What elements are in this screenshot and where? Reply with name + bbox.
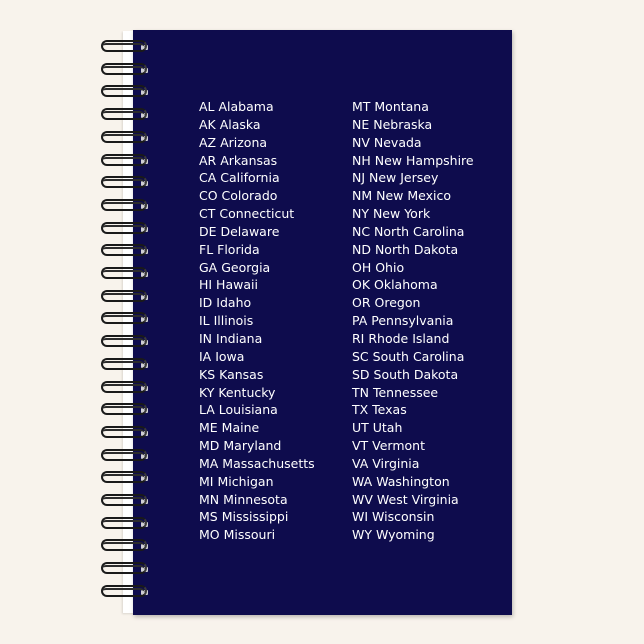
state-entry: OH Ohio [352, 259, 405, 275]
state-entry: OK Oklahoma [352, 277, 438, 293]
state-entry: MN Minnesota [199, 491, 288, 507]
spiral-coil [101, 63, 151, 78]
state-entry: NY New York [352, 206, 431, 222]
state-entry: AR Arkansas [199, 152, 278, 168]
spiral-coil [101, 176, 151, 191]
spiral-coil [101, 199, 151, 214]
state-entry: IN Indiana [199, 330, 263, 346]
state-entry: CA California [199, 170, 280, 186]
state-entry: MA Massachusetts [199, 455, 315, 471]
state-entry: ND North Dakota [352, 241, 459, 257]
state-entry: NV Nevada [352, 134, 422, 150]
spiral-coil [101, 40, 151, 55]
spiral-coil [101, 426, 151, 441]
state-entry: TN Tennessee [352, 384, 439, 400]
state-list-left [199, 98, 315, 544]
state-entry: NH New Hampshire [352, 152, 474, 168]
state-entry: MS Mississippi [199, 509, 289, 525]
spiral-coil [101, 403, 151, 418]
state-entry: OR Oregon [352, 295, 421, 311]
state-entry: ME Maine [199, 420, 260, 436]
state-entry: RI Rhode Island [352, 330, 450, 346]
spiral-coil [101, 154, 151, 169]
state-entry: ID Idaho [199, 295, 252, 311]
state-entry: TX Texas [352, 402, 407, 418]
state-entry: WY Wyoming [352, 527, 435, 543]
state-entry: DE Delaware [199, 223, 280, 239]
state-entry: HI Hawaii [199, 277, 258, 293]
spiral-coil [101, 494, 151, 509]
state-entry: AL Alabama [199, 99, 274, 114]
spiral-coil [101, 585, 151, 600]
spiral-coil [101, 471, 151, 486]
state-entry: WI Wisconsin [352, 509, 435, 525]
state-entry: MO Missouri [199, 527, 276, 543]
state-entry: NE Nebraska [352, 116, 433, 132]
state-entry: MD Maryland [199, 438, 282, 454]
state-entry: AK Alaska [199, 116, 261, 132]
state-entry: UT Utah [352, 420, 403, 436]
state-list-right [352, 98, 474, 544]
spiral-coil [101, 562, 151, 577]
state-entry: KS Kansas [199, 366, 264, 382]
state-entry: SC South Carolina [352, 348, 465, 364]
state-entry: NJ New Jersey [352, 170, 439, 186]
state-entry: VT Vermont [352, 438, 425, 454]
state-entry: PA Pennsylvania [352, 313, 454, 329]
state-entry: LA Louisiana [199, 402, 278, 418]
spiral-coil [101, 539, 151, 554]
spiral-coil [101, 290, 151, 305]
spiral-coil [101, 244, 151, 259]
spiral-coil [101, 222, 151, 237]
spiral-coil [101, 108, 151, 123]
state-entry: CT Connecticut [199, 206, 295, 222]
spiral-coil [101, 449, 151, 464]
state-entry: NM New Mexico [352, 188, 451, 204]
state-entry: AZ Arizona [199, 134, 268, 150]
spiral-coil [101, 517, 151, 532]
state-entry: WA Washington [352, 473, 450, 489]
state-entry: MT Montana [352, 99, 429, 114]
spiral-coil [101, 335, 151, 350]
state-entry: VA Virginia [352, 455, 420, 471]
state-entry: SD South Dakota [352, 366, 459, 382]
spiral-coil [101, 85, 151, 100]
state-entry: IA Iowa [199, 348, 245, 364]
state-entry: WV West Virginia [352, 491, 459, 507]
state-entry: NC North Carolina [352, 223, 465, 239]
state-entry: FL Florida [199, 241, 260, 257]
spiral-coil [101, 267, 151, 282]
state-entry: MI Michigan [199, 473, 274, 489]
spiral-coil [101, 312, 151, 327]
state-entry: IL Illinois [199, 313, 254, 329]
state-entry: CO Colorado [199, 188, 278, 204]
spiral-coil [101, 131, 151, 146]
spiral-coil [101, 381, 151, 396]
state-entry: GA Georgia [199, 259, 271, 275]
spiral-coil [101, 358, 151, 373]
state-entry: KY Kentucky [199, 384, 276, 400]
